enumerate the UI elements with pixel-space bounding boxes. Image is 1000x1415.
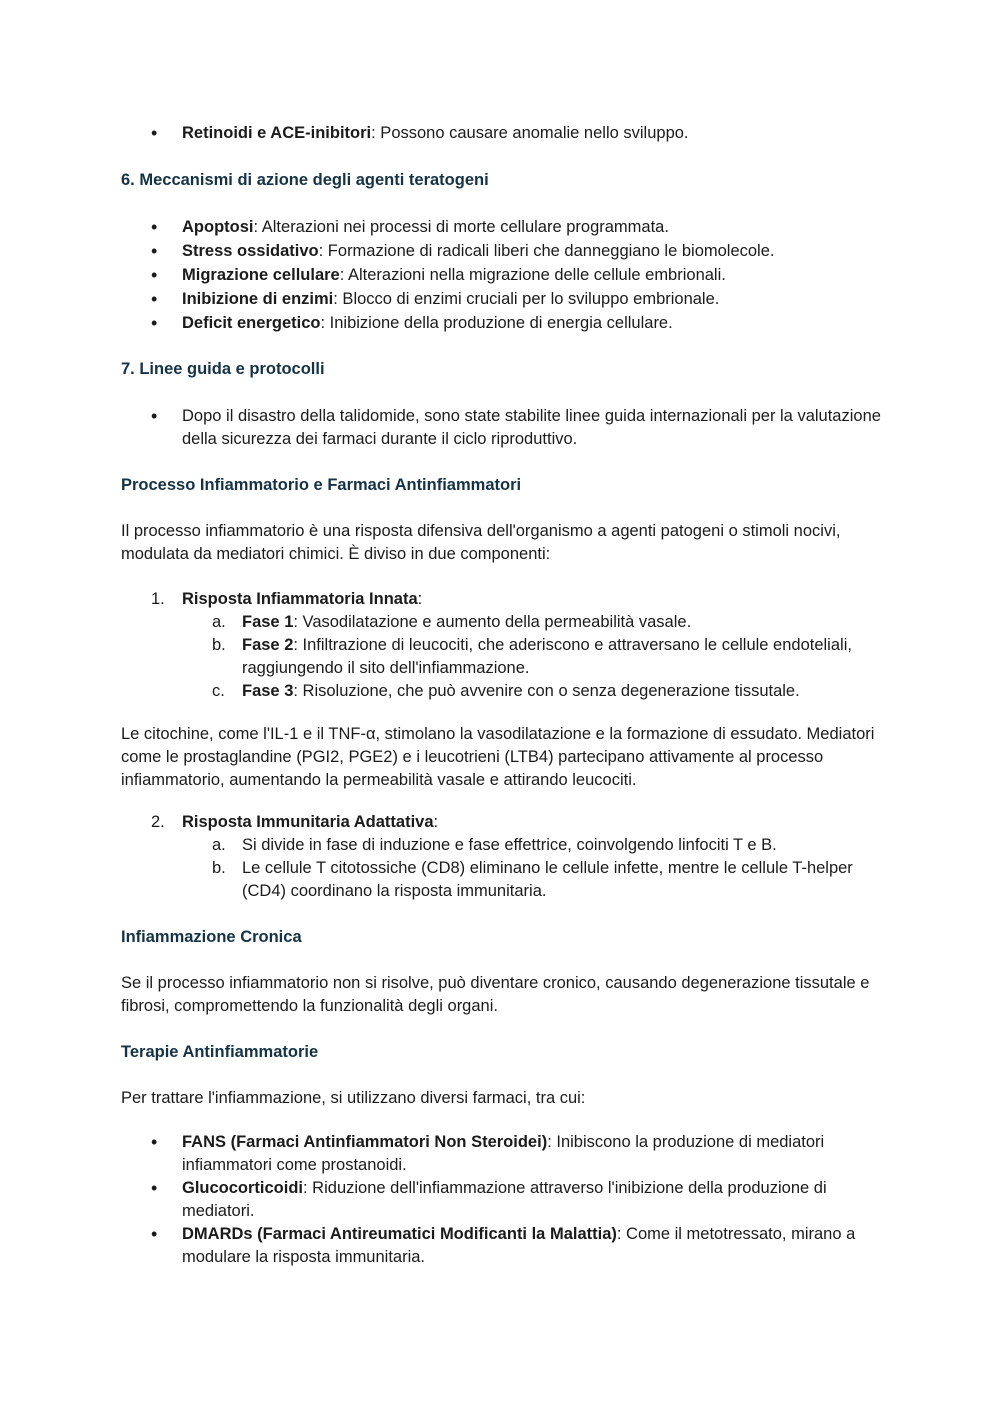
item-text: : Inibiscono la produzione di mediatori infiammatori come prostanoidi.	[182, 1133, 825, 1174]
item-text: : Inibizione della produzione di energia cellulare.	[320, 314, 673, 332]
item-text: : Risoluzione, che può avvenire con o senza degenerazione tissutale.	[293, 682, 800, 700]
item-text: : Riduzione dell'infiammazione attraverso l'inibizione della produzione di mediatori.	[182, 1179, 827, 1220]
item-text: Si divide in fase di induzione e fase effettrice, coinvolgendo linfociti T e B.	[242, 836, 777, 854]
list-item	[121, 1177, 881, 1223]
section-heading-processo-infiammatorio: Processo Infiammatorio e Farmaci Antinfiammatori	[121, 476, 522, 494]
item-term: Migrazione cellulare	[182, 266, 340, 284]
item-text: : Come il metotressato, mirano a modulare la risposta immunitaria.	[182, 1225, 856, 1266]
numbered-list-risposta-innata	[121, 588, 881, 703]
list-item	[121, 264, 881, 287]
list-letter: a.	[212, 836, 226, 854]
list-item	[121, 588, 881, 703]
bullet-list-terapie	[121, 1131, 881, 1269]
item-term: Glucocorticoidi	[182, 1179, 304, 1197]
list-item	[182, 857, 881, 903]
section-heading-infiammazione-cronica: Infiammazione Cronica	[121, 928, 302, 946]
bullet-list-linee-guida	[121, 405, 881, 451]
list-letter: a.	[212, 613, 226, 631]
bullet-list-meccanismi	[121, 216, 881, 335]
list-item	[121, 122, 881, 145]
numbered-list-risposta-adattativa	[121, 811, 881, 903]
paragraph-cronica: Se il processo infiammatorio non si risolve, può diventare cronico, causando degenerazione tissutale e fibrosi, compromettendo la funzionalità degli organi.	[121, 974, 870, 1015]
item-text: : Alterazioni nella migrazione delle cellule embrionali.	[339, 266, 726, 284]
item-text: : Formazione di radicali liberi che danneggiano le biomolecole.	[318, 242, 775, 260]
section-heading-linee-guida: 7. Linee guida e protocolli	[121, 360, 325, 378]
item-text: Le cellule T citotossiche (CD8) eliminano le cellule infette, mentre le cellule T-helper (CD4) coordinano la risposta immunitaria.	[242, 859, 853, 900]
item-text: : Alterazioni nei processi di morte cellulare programmata.	[253, 218, 669, 236]
item-text: : Possono causare anomalie nello sviluppo.	[371, 124, 689, 142]
item-term: Inibizione di enzimi	[182, 290, 334, 308]
list-item	[182, 611, 881, 634]
list-item	[121, 312, 881, 335]
list-item	[121, 288, 881, 311]
section-heading-terapie: Terapie Antinfiammatorie	[121, 1043, 319, 1061]
list-item	[121, 1223, 881, 1269]
item-text: Dopo il disastro della talidomide, sono state stabilite linee guida internazionali per la valutazione della sicurezza dei farmaci durante il ciclo riproduttivo.	[182, 407, 881, 448]
list-item	[121, 240, 881, 263]
list-item	[121, 405, 881, 451]
list-item	[182, 834, 881, 857]
document-content	[121, 121, 881, 1269]
list-letter: c.	[212, 682, 225, 700]
section-heading-meccanismi: 6. Meccanismi di azione degli agenti teratogeni	[121, 171, 489, 189]
item-text: : Infiltrazione di leucociti, che aderiscono e attraversano le cellule endoteliali, raggiungendo il sito dell'infiammazione.	[242, 636, 852, 677]
item-term: Retinoidi e ACE-inibitori	[182, 124, 372, 142]
list-item	[182, 634, 881, 680]
list-item	[182, 680, 881, 703]
bullet-list-teratogens	[121, 122, 881, 145]
item-suffix: :	[417, 590, 423, 608]
item-text: : Blocco di enzimi cruciali per lo sviluppo embrionale.	[333, 290, 720, 308]
item-term: Deficit energetico	[182, 314, 321, 332]
list-item	[121, 216, 881, 239]
sub-list-adattativa	[182, 834, 881, 903]
item-term: Stress ossidativo	[182, 242, 319, 260]
list-number: 1.	[151, 590, 165, 608]
paragraph-terapie-intro: Per trattare l'infiammazione, si utilizzano diversi farmaci, tra cui:	[121, 1089, 586, 1107]
list-item	[121, 811, 881, 903]
item-term: Apoptosi	[182, 218, 254, 236]
item-term: Fase 2	[242, 636, 294, 654]
item-term: Risposta Infiammatoria Innata	[182, 590, 418, 608]
paragraph-citochine: Le citochine, come l'IL-1 e il TNF-α, stimolano la vasodilatazione e la formazione di essudato. Mediatori come le prostaglandine (PGI2, PGE2) e i leucotrieni (LTB4) partecipano attivamente al processo infiammatorio, aumentando la permeabilità vasale e attirando leucociti.	[121, 725, 875, 789]
item-term: FANS (Farmaci Antinfiammatori Non Steroidei)	[182, 1133, 548, 1151]
item-suffix: :	[433, 813, 439, 831]
list-number: 2.	[151, 813, 165, 831]
item-term: Fase 1	[242, 613, 294, 631]
list-letter: b.	[212, 636, 226, 654]
item-term: Risposta Immunitaria Adattativa	[182, 813, 434, 831]
item-term: DMARDs (Farmaci Antireumatici Modificanti la Malattia)	[182, 1225, 617, 1243]
list-letter: b.	[212, 859, 226, 877]
paragraph-intro-infiammatorio: Il processo infiammatorio è una risposta difensiva dell'organismo a agenti patogeni o stimoli nocivi, modulata da mediatori chimici. È diviso in due componenti:	[121, 522, 841, 563]
item-text: : Vasodilatazione e aumento della permeabilità vasale.	[293, 613, 692, 631]
item-term: Fase 3	[242, 682, 294, 700]
list-item	[121, 1131, 881, 1177]
sub-list-fasi	[182, 611, 881, 703]
